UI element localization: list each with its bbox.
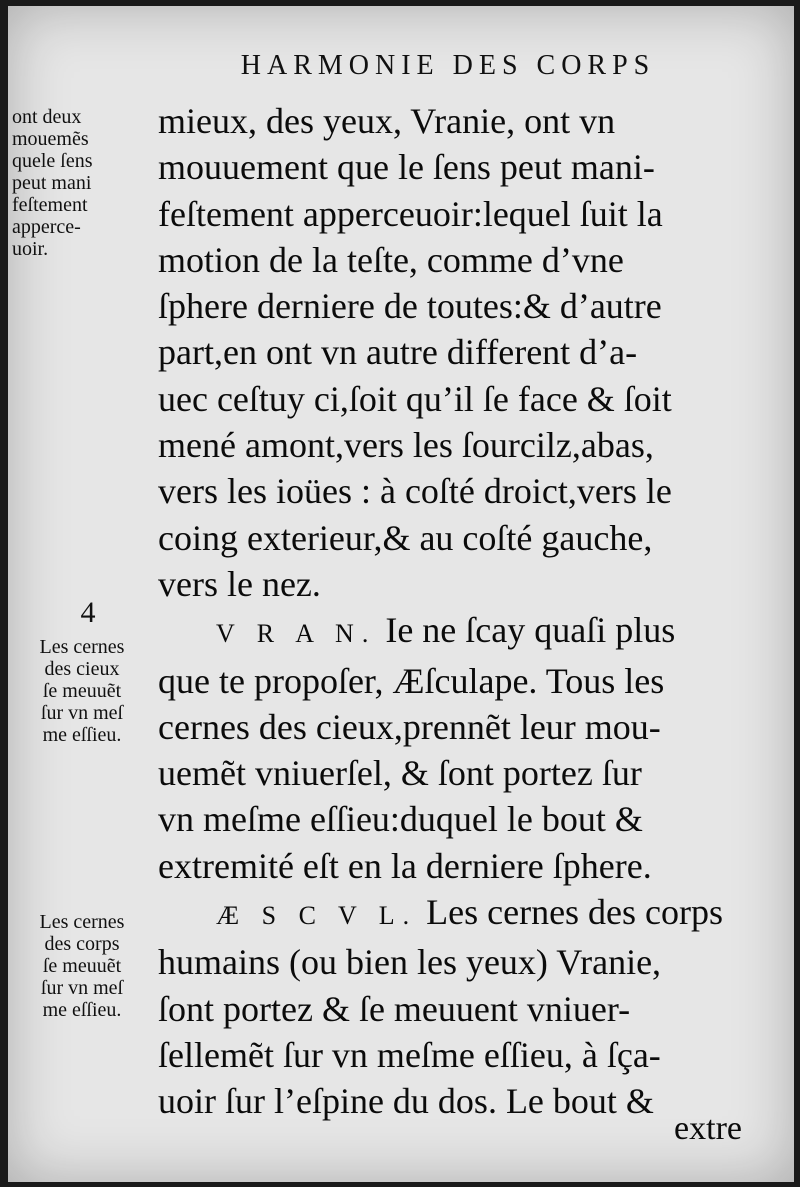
margin-note-line: des cieux	[44, 658, 120, 680]
margin-note-line: Les cernes	[39, 911, 125, 933]
text-line: mené amont,vers les ſourcilz,abas,	[158, 425, 654, 466]
text-line: vers le nez.	[158, 563, 321, 604]
speaker-label: Æ S C V L.	[216, 901, 418, 931]
text-line: mouuement que le ſens peut mani-	[158, 147, 655, 188]
text-line: cernes des cieux,prennẽt leur mou-	[158, 706, 661, 747]
text-line: uoir ſur l’eſpine du dos. Le bout &	[158, 1081, 654, 1122]
margin-note-line: ſur vn meſ	[40, 977, 124, 999]
margin-note-line: ſur vn meſ	[40, 702, 124, 724]
text-line: uemẽt vniuerſel, & ſont portez ſur	[158, 753, 642, 794]
margin-note-line: Les cernes	[39, 636, 125, 658]
speaker-label: V R A N.	[216, 619, 377, 649]
speech-line	[158, 889, 748, 939]
text-line: ſellemẽt ſur vn meſme eſſieu, à ſça-	[158, 1034, 661, 1075]
margin-note-cernes-corps	[12, 911, 152, 1021]
text-line: feſtement apperceuoir:lequel ſuit la	[158, 193, 663, 234]
margin-note-cernes-cieux	[12, 636, 152, 746]
text-line: humains (ou bien les yeux) Vranie,	[158, 942, 662, 983]
margin-note-line: ſe meuuẽt	[42, 955, 122, 977]
text-line: part,en ont vn autre different d’a-	[158, 332, 638, 373]
margin-note-mouvements	[12, 106, 152, 260]
text-line: ſont portez & ſe meuuent vniuer-	[158, 988, 631, 1029]
text-fragment: Les cernes des corps	[426, 892, 724, 933]
margin-note-line: feſtement	[12, 194, 88, 216]
running-header: HARMONIE DES CORPS	[240, 50, 656, 81]
text-line: mieux, des yeux, Vranie, ont vn	[158, 101, 616, 141]
text-line: extremité eſt en la derniere ſphere.	[158, 845, 652, 886]
text-line: que te propoſer, Æſculape. Tous les	[158, 660, 665, 701]
section-number: 4	[80, 596, 96, 629]
book-page	[8, 6, 794, 1182]
text-line: vers les ioües : à coſté droict,vers le	[158, 471, 672, 512]
margin-note-line: apperce-	[12, 216, 81, 238]
text-line: uec ceſtuy ci,ſoit qu’il ſe face & ſoit	[158, 378, 672, 419]
text-line: ſphere derniere de toutes:& d’autre	[158, 286, 662, 327]
speech-line	[158, 607, 748, 657]
text-fragment: Ie ne ſcay quaſi plus	[385, 610, 676, 651]
margin-note-line: me eſſieu.	[42, 999, 122, 1021]
margin-note-line: ſe meuuẽt	[42, 680, 122, 702]
margin-note-line: peut mani	[12, 172, 92, 194]
margin-note-line: mouemẽs	[12, 128, 89, 150]
body-text	[158, 98, 748, 1125]
margin-note-line: ont deux	[12, 106, 82, 128]
margin-note-line: quele ſens	[12, 150, 93, 172]
margin-note-line: me eſſieu.	[42, 724, 122, 746]
text-line: motion de la teſte, comme d’vne	[158, 239, 624, 280]
margin-note-line: des corps	[44, 933, 120, 955]
text-line: coing exterieur,& au coſté gauche,	[158, 517, 653, 558]
text-line: vn meſme eſſieu:duquel le bout &	[158, 799, 643, 840]
margin-note-line: uoir.	[12, 238, 49, 260]
catchword: extre	[674, 1110, 742, 1147]
